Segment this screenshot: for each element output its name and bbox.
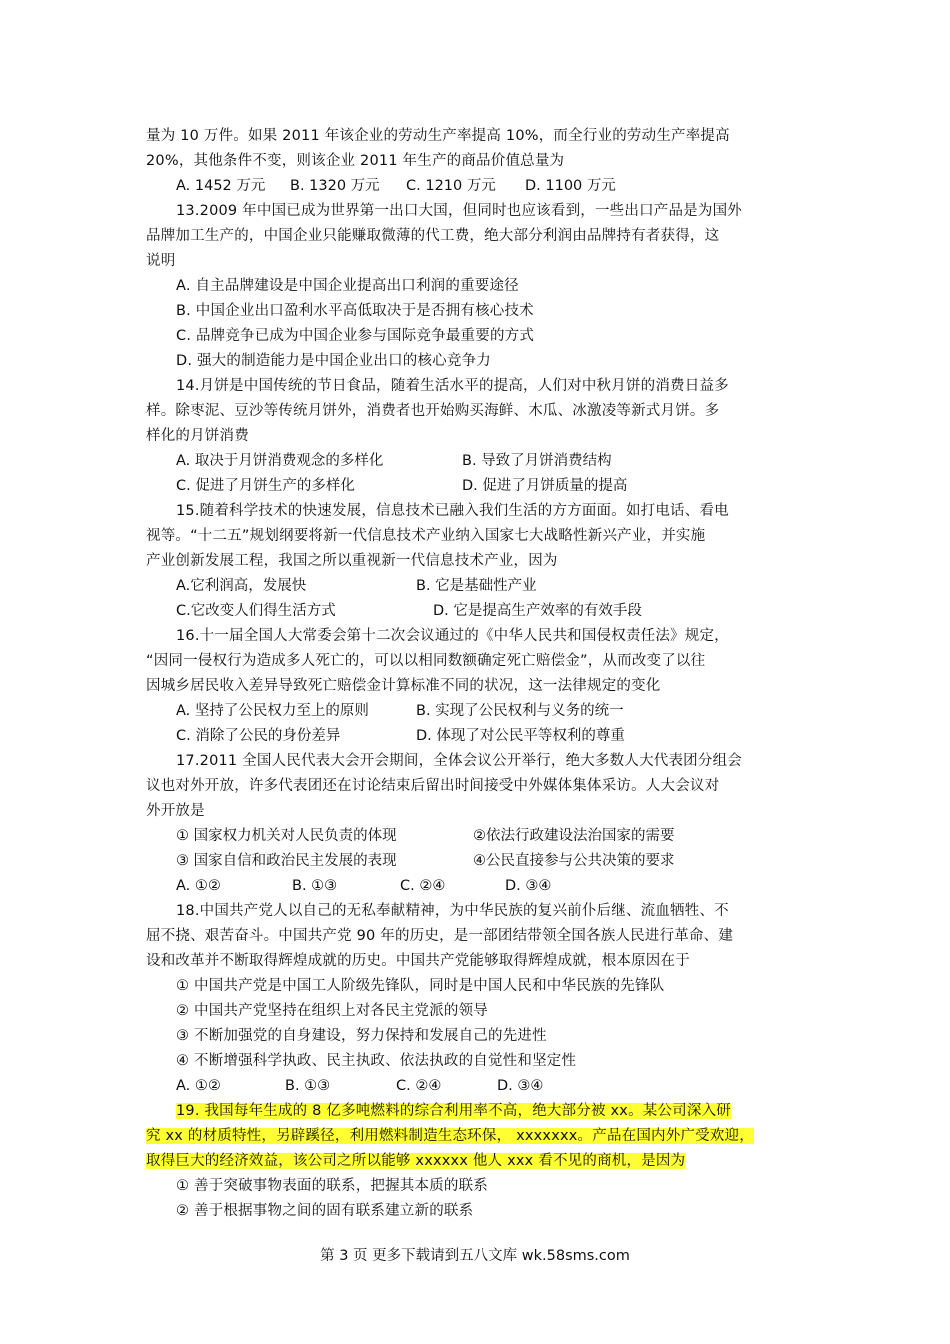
q14-option-a: A. 取决于月饼消费观念的多样化 — [176, 453, 384, 469]
q14-option-b: B. 导致了月饼消费结构 — [462, 453, 612, 469]
q13-option-a: A. 自主品牌建设是中国企业提高出口利润的重要途径 — [176, 278, 519, 294]
q17-item-4: ④公民直接参与公共决策的要求 — [473, 853, 675, 869]
q16-stem-2: “因同一侵权行为造成多人死亡的，可以以相同数额确定死亡赔偿金”，从而改变了以往 — [146, 653, 706, 669]
q16-option-a: A. 坚持了公民权力至上的原则 — [176, 703, 369, 719]
q18-stem-3: 设和改革并不断取得辉煌成就的历史。中国共产党能够取得辉煌成就，根本原因在于 — [146, 953, 690, 969]
q19-highlight-3: 取得巨大的经济效益，该公司之所以能够 xxxxxx 他人 xxx 看不见的商机，是因为 — [146, 1153, 686, 1169]
q15-option-c: C.它改变人们得生活方式 — [176, 603, 336, 619]
q18-stem-1: 18.中国共产党人以自己的无私奉献精神，为中华民族的复兴前仆后继、流血牺牲、不 — [176, 903, 729, 919]
q18-option-a: A. ①② — [176, 1078, 221, 1094]
q17-stem-1: 17.2011 全国人民代表大会开会期间，全体会议公开举行，绝大多数人大代表团分组会 — [176, 753, 742, 769]
q13-stem-2: 品牌加工生产的，中国企业只能赚取微薄的代工费，绝大部分利润由品牌持有者获得，这 — [146, 228, 720, 244]
q18-item-3: ③ 不断加强党的自身建设，努力保持和发展自己的先进性 — [176, 1028, 547, 1044]
q18-item-1: ① 中国共产党是中国工人阶级先锋队，同时是中国人民和中华民族的先锋队 — [176, 978, 665, 994]
page-footer: 第 3 页 更多下载请到五八文库 wk.58sms.com — [320, 1248, 630, 1264]
q15-option-b: B. 它是基础性产业 — [416, 578, 537, 594]
q18-item-2: ② 中国共产党坚持在组织上对各民主党派的领导 — [176, 1003, 489, 1019]
q17-stem-3: 外开放是 — [146, 803, 205, 819]
q12-line-2: 20%，其他条件不变，则该企业 2011 年生产的商品价值总量为 — [146, 153, 565, 169]
q14-stem-1: 14.月饼是中国传统的节日食品，随着生活水平的提高，人们对中秋月饼的消费日益多 — [176, 378, 729, 394]
q13-option-b: B. 中国企业出口盈利水平高低取决于是否拥有核心技术 — [176, 303, 534, 319]
q19-stem-3 — [146, 1151, 685, 1171]
q12-option-d: D. 1100 万元 — [525, 178, 616, 194]
q17-item-3: ③ 国家自信和政治民主发展的表现 — [176, 853, 397, 869]
q18-option-c: C. ②④ — [396, 1078, 442, 1094]
q13-stem-3: 说明 — [146, 253, 176, 269]
q16-stem-1: 16.十一届全国人大常委会第十二次会议通过的《中华人民共和国侵权责任法》规定， — [176, 628, 729, 644]
q17-option-c: C. ②④ — [400, 878, 446, 894]
q14-option-d: D. 促进了月饼质量的提高 — [462, 478, 628, 494]
q17-option-d: D. ③④ — [505, 878, 552, 894]
q15-option-d: D. 它是提高生产效率的有效手段 — [433, 603, 642, 619]
q18-option-d: D. ③④ — [497, 1078, 544, 1094]
q13-option-c: C. 品牌竞争已成为中国企业参与国际竞争最重要的方式 — [176, 328, 535, 344]
q17-option-a: A. ①② — [176, 878, 221, 894]
q16-stem-3: 因城乡居民收入差异导致死亡赔偿金计算标准不同的状况，这一法律规定的变化 — [146, 678, 661, 694]
q17-option-b: B. ①③ — [292, 878, 338, 894]
q19-stem-1 — [176, 1101, 731, 1121]
q13-option-d: D. 强大的制造能力是中国企业出口的核心竞争力 — [176, 353, 491, 369]
q19-stem-2 — [146, 1126, 754, 1146]
q19-highlight-1: 19. 我国每年生成的 8 亿多吨燃料的综合利用率不高，绝大部分被 xx。某公司深入研 — [176, 1103, 731, 1119]
q12-option-b: B. 1320 万元 — [290, 178, 380, 194]
q19-item-1: ① 善于突破事物表面的联系，把握其本质的联系 — [176, 1178, 489, 1194]
q12-option-c: C. 1210 万元 — [406, 178, 496, 194]
q18-item-4: ④ 不断增强科学执政、民主执政、依法执政的自觉性和坚定性 — [176, 1053, 577, 1069]
q12-line-1: 量为 10 万件。如果 2011 年该企业的劳动生产率提高 10%，而全行业的劳动生产率提高 — [146, 128, 730, 144]
q16-option-d: D. 体现了对公民平等权利的尊重 — [416, 728, 625, 744]
q13-stem-1: 13.2009 年中国已成为世界第一出口大国，但同时也应该看到，一些出口产品是为国外 — [176, 203, 742, 219]
q16-option-c: C. 消除了公民的身份差异 — [176, 728, 341, 744]
q17-stem-2: 议也对外开放，许多代表团还在讨论结束后留出时间接受中外媒体集体采访。人大会议对 — [146, 778, 720, 794]
q15-stem-3: 产业创新发展工程，我国之所以重视新一代信息技术产业，因为 — [146, 553, 558, 569]
q19-highlight-2: 究 xx 的材质特性，另辟蹊径，利用燃料制造生态环保， xxxxxxx。产品在国内外广受欢迎， — [146, 1128, 754, 1144]
q15-option-a: A.它利润高，发展快 — [176, 578, 307, 594]
q14-option-c: C. 促进了月饼生产的多样化 — [176, 478, 355, 494]
q16-option-b: B. 实现了公民权利与义务的统一 — [416, 703, 624, 719]
q15-stem-1: 15.随着科学技术的快速发展，信息技术已融入我们生活的方方面面。如打电话、看电 — [176, 503, 729, 519]
q19-item-2: ② 善于根据事物之间的固有联系建立新的联系 — [176, 1203, 474, 1219]
q14-stem-2: 样。除枣泥、豆沙等传统月饼外，消费者也开始购买海鲜、木瓜、冰激凌等新式月饼。多 — [146, 403, 720, 419]
q17-item-1: ① 国家权力机关对人民负责的体现 — [176, 828, 397, 844]
q14-stem-3: 样化的月饼消费 — [146, 428, 249, 444]
q12-option-a: A. 1452 万元 — [176, 178, 266, 194]
q18-stem-2: 屈不挠、艰苦奋斗。中国共产党 90 年的历史，是一部团结带领全国各族人民进行革命、建 — [146, 928, 734, 944]
q15-stem-2: 视等。“十二五”规划纲要将新一代信息技术产业纳入国家七大战略性新兴产业，并实施 — [146, 528, 706, 544]
q17-item-2: ②依法行政建设法治国家的需要 — [473, 828, 675, 844]
q18-option-b: B. ①③ — [285, 1078, 331, 1094]
